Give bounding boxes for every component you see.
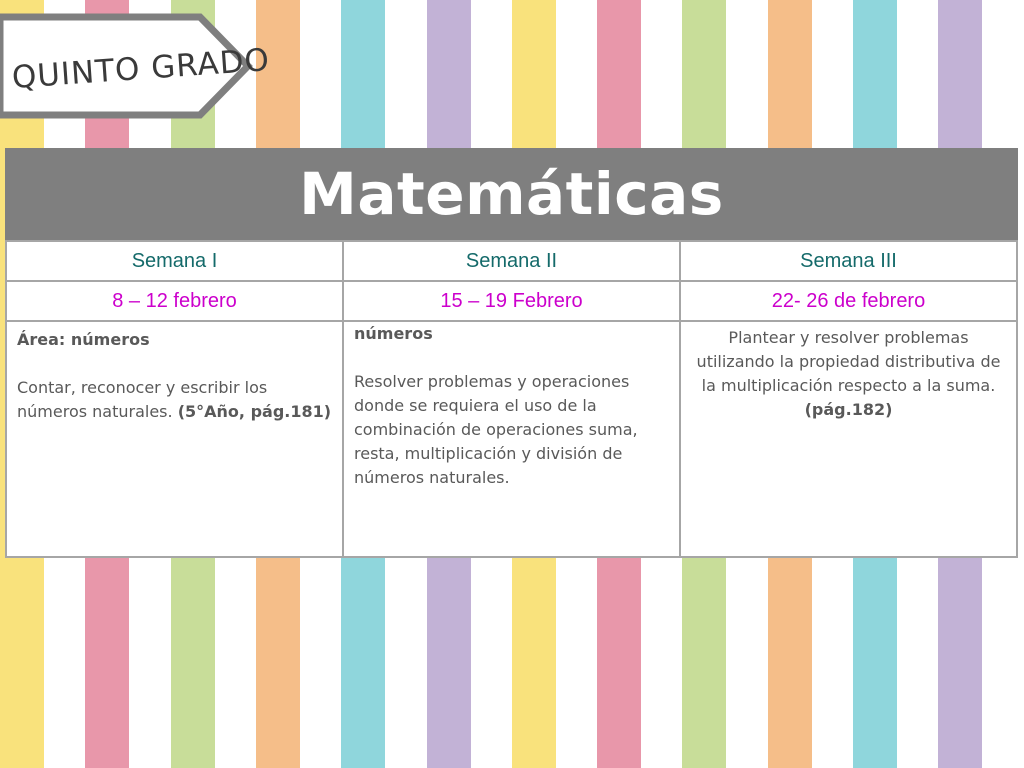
- content-row: [6, 321, 1017, 557]
- grade-tag: [0, 12, 272, 120]
- date-range-2: 15 – 19 Febrero: [343, 281, 680, 321]
- content-text-3: [691, 326, 1006, 422]
- page-reference-3: (pág.182): [804, 400, 893, 419]
- content-cell-3: [680, 321, 1017, 557]
- schedule-table: [5, 240, 1018, 558]
- area-label-2: números: [354, 324, 433, 343]
- content-text-1: [17, 376, 332, 424]
- date-range-3: 22- 26 de febrero: [680, 281, 1017, 321]
- date-row: [6, 281, 1017, 321]
- grade-label: QUINTO GRADO: [10, 42, 272, 96]
- week-header-1: Semana I: [6, 241, 343, 281]
- week-header-row: [6, 241, 1017, 281]
- week-header-3: Semana III: [680, 241, 1017, 281]
- page-title: Matemáticas: [299, 160, 724, 228]
- page-reference-1: (5°Año, pág.181): [177, 402, 332, 421]
- content-text-2: Resolver problemas y operaciones donde se requiera el uso de la combinación de operaciones suma, resta, multiplicación y división de números naturales.: [354, 372, 638, 487]
- content-cell-2: [343, 321, 680, 557]
- content-cell-1: [6, 321, 343, 557]
- week-header-2: Semana II: [343, 241, 680, 281]
- date-range-1: 8 – 12 febrero: [6, 281, 343, 321]
- title-bar: [5, 148, 1018, 240]
- content-body-1: Contar, reconocer y escribir los números naturales.: [17, 378, 268, 421]
- content-body-3: Plantear y resolver problemas utilizando la propiedad distributiva de la multiplicación respecto a la suma.: [696, 328, 1001, 395]
- area-label-1: Área: números: [17, 330, 150, 349]
